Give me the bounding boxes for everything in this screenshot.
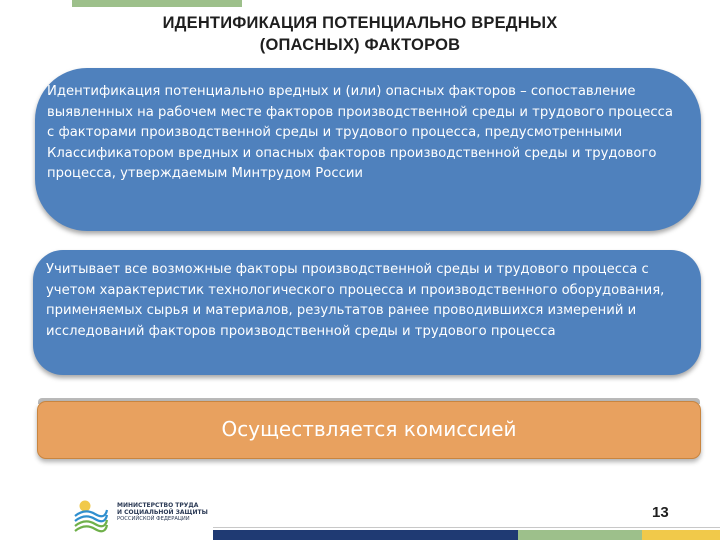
ministry-line1: МИНИСТЕРСТВО ТРУДА — [117, 502, 199, 509]
ministry-name — [117, 502, 208, 524]
definition-text: Идентификация потенциально вредных и (или) опасных факторов – сопоставление выявленных на рабочем месте факторов производственной среды и трудового процесса с факторами производственной среды и трудового процесса, предусмотренными Классификатором вредных и опасных факторов производственной среды и трудового процесса, утверждаемым Минтрудом России — [47, 84, 673, 181]
footer-bar-yellow — [642, 530, 720, 540]
page-number: 13 — [652, 504, 669, 521]
considerations-text: Учитывает все возможные факторы производственной среды и трудового процесса с учетом характеристик технологического процесса и производственного оборудования, применяемых сырья и материалов, результатов ранее проводившихся измерений и исследований факторов производственной среды и трудового процесса — [46, 262, 665, 339]
ministry-line3: РОССИЙСКОЙ ФЕДЕРАЦИИ — [117, 516, 190, 523]
footer-bar-green — [518, 530, 642, 540]
definition-panel — [35, 68, 701, 231]
considerations-panel — [33, 250, 701, 375]
commission-box — [37, 401, 701, 459]
top-accent-bar — [72, 0, 242, 7]
slide-title — [60, 12, 660, 56]
footer-divider — [213, 527, 720, 528]
slide-title-line1: ИДЕНТИФИКАЦИЯ ПОТЕНЦИАЛЬНО ВРЕДНЫХ — [162, 14, 558, 32]
footer-bar-blue — [213, 530, 518, 540]
ministry-line2: И СОЦИАЛЬНОЙ ЗАЩИТЫ — [117, 509, 208, 517]
slide-title-line2: (ОПАСНЫХ) ФАКТОРОВ — [259, 36, 461, 54]
commission-text: Осуществляется комиссией — [221, 417, 517, 441]
ministry-logo-icon — [73, 496, 109, 534]
